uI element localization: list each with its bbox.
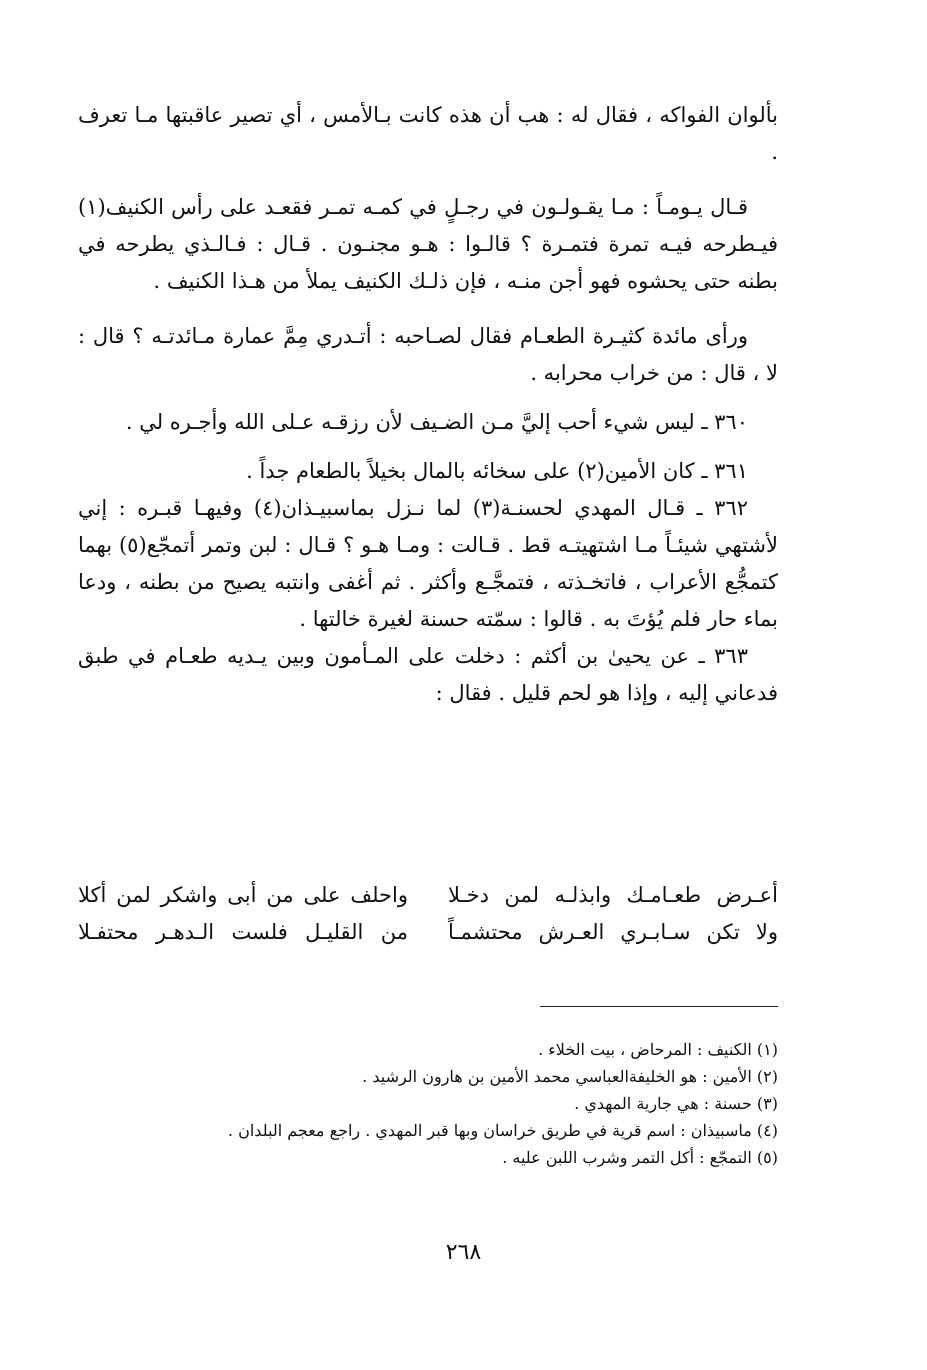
entry-363: ٣٦٣ ـ عن يحيىٰ بن أكثم : دخلت على المـأمون وبين يـديه طعـام في طبق فدعاني إليه ، وإذا هو لحم قليل . فقال : <box>78 644 778 705</box>
paragraph-madman: قـال يـومـاً : مـا يقـولـون في رجـلٍ في كمـه تمـر فقعـد على رأس الكنيف(١) فيـطرحه فيـه تمرة فتمـرة ؟ قالـوا : هـو مجنـون . قـال : فـالـذي يطرحه في بطنه حتى يحشوه فهو أجن منـه ، فإن ذلـك الكنيف يملأ من هـذا الكنيف . <box>78 195 778 293</box>
footnote: (٢) الأمين : هو الخليفةالعباسي محمد الأمين بن هارون الرشيد . <box>362 1067 778 1086</box>
paragraph-continuation: بألوان الفواكه ، فقال له : هب أن هذه كانت بـالأمس ، أي تصير عاقبتها مـا تعرف . <box>78 103 778 164</box>
verse-line <box>78 914 778 951</box>
footnote: (٣) حسنة : هي جارية المهدي . <box>574 1094 778 1113</box>
verse-second-hemistich: من القليـل فلست الـدهـر محتفـلا <box>78 920 408 944</box>
footnote: (١) الكنيف : المرحاض ، بيت الخلاء . <box>538 1040 778 1059</box>
footnote-divider <box>540 1006 778 1007</box>
paragraph-table: ورأى مائدة كثيـرة الطعـام فقال لصـاحبه : أتـدري مِمَّ عمارة مـائدتـه ؟ قال : لا ، قال : من خراب محرابه . <box>78 324 778 385</box>
verse-first-hemistich: ولا تكن سـابـري العـرش محتشمـاً <box>448 920 778 944</box>
verse-second-hemistich: واحلف على من أبى واشكر لمن أكلا <box>78 883 408 907</box>
body-text <box>78 97 778 712</box>
entry-361: ٣٦١ ـ كان الأمين(٢) على سخائه بالمال بخيلاً بالطعام جداً . <box>246 459 748 483</box>
entry-362: ٣٦٢ ـ قـال المهدي لحسنـة(٣) لما نـزل بماسبيـذان(٤) وفيهـا قبـره : إني لأشتهي شيئـاً مـا اشتهيتـه قط . قـالت : ومـا هـو ؟ قـال : لبن وتمر أتمجّع(٥) بهما كتمجُّع الأعراب ، فاتخـذته ، فتمجَّـع وأكثر . ثم أغفى وانتبه يصيح من بطنه ، ودعا بماء حار فلم يُؤتَ به . قالوا : سمّته حسنة لغيرة خالتها . <box>78 496 778 631</box>
entry-360: ٣٦٠ ـ ليس شيء أحب إليَّ مـن الضـيف لأن رزقـه عـلى الله وأجـره لي . <box>125 410 748 434</box>
poem <box>78 877 778 951</box>
footnote: (٥) التمجّع : أكل التمر وشرب اللبن عليه . <box>502 1148 778 1167</box>
verse-line <box>78 877 778 914</box>
page-number: ٢٦٨ <box>445 1240 482 1265</box>
footnote: (٤) ماسبيذان : اسم قرية في طريق خراسان وبها قبر المهدي . راجع معجم البلدان . <box>227 1121 778 1140</box>
footnotes <box>60 1036 778 1171</box>
verse-first-hemistich: أعـرض طعـامـك وابذلـه لمن دخـلا <box>448 883 778 907</box>
